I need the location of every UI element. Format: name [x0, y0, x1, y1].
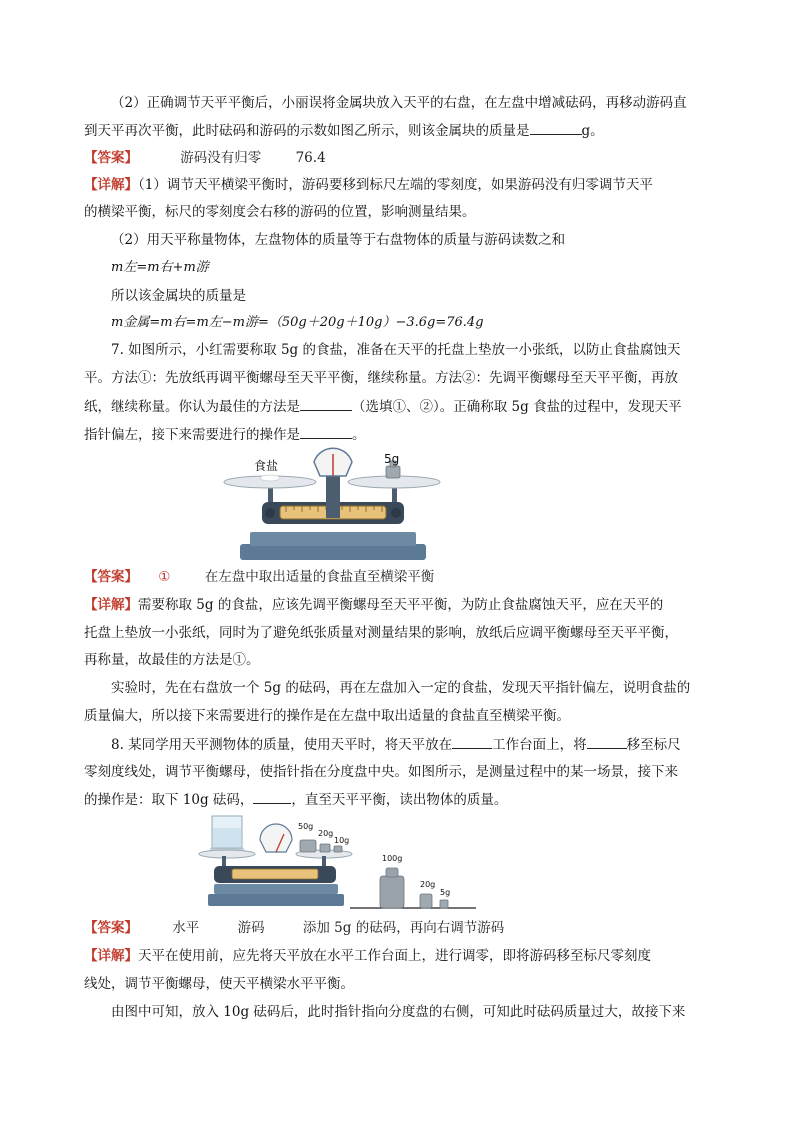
q7-detail-line1 [84, 595, 663, 615]
label-spare-5g: 5g [440, 888, 451, 897]
answer-label: 【答案】 [84, 150, 138, 166]
balance-base-top [250, 532, 416, 546]
q6-detail-line3: （2）用天平称量物体，左盘物体的质量等于右盘物体的质量与游码读数之和 [111, 232, 566, 248]
label-100g: 100g [382, 854, 403, 863]
q7-line4-text: 指针偏左，接下来需要进行的操作是 [84, 427, 300, 443]
q7-line3-text: 纸，继续称量。你认为最佳的方法是 [84, 399, 300, 415]
answer-label: 【答案】 [84, 920, 138, 936]
q7-detail-line5: 质量偏大，所以接下来需要进行的操作是在左盘中取出适量的食盐直至横梁平衡。 [84, 708, 570, 724]
q6-part2-unit: g。 [581, 123, 604, 139]
right-balance-nut [391, 508, 401, 518]
answer-blank [253, 789, 291, 804]
answer-3: 添加 5g 的砝码，再向右调节游码 [302, 920, 505, 936]
q7-line3-post: （选填①、②）。正确称取 5g 食盐的过程中，发现天平 [352, 399, 682, 415]
answer-blank [300, 424, 352, 439]
q8-answer [84, 918, 504, 938]
weight-spare-20g [420, 894, 432, 908]
weight-100g-knob [386, 868, 398, 877]
label-20g: 20g [318, 829, 334, 838]
pointer-dial [260, 824, 292, 852]
answer-label: 【答案】 [84, 569, 138, 585]
weight-100g [380, 876, 404, 908]
q7-detail-line3: 再称量，故最佳的方法是①。 [84, 652, 260, 668]
label-5g: 5g [384, 452, 400, 466]
detail-text: 天平在使用前，应先将天平放在水平工作台面上，进行调零，即将游码移至标尺零刻度 [138, 948, 651, 964]
answer-blank [452, 734, 492, 749]
balance-figure-q8 [200, 814, 480, 912]
answer-1: 水平 [172, 920, 200, 936]
beam-scale [232, 869, 318, 879]
detail-label: 【详解】 [84, 597, 138, 613]
q7-line1: 7. 如图所示，小红需要称取 5g 的食盐，准备在天平的托盘上垫放一小张纸，以防止食盐腐蚀天 [111, 342, 681, 358]
q7-line3 [84, 396, 682, 417]
formula-2: m金属=m右=m左−m游=（50g＋20g＋10g）−3.6g=76.4g [111, 315, 484, 330]
answer-blank [300, 396, 352, 411]
detail-label: 【详解】 [84, 177, 138, 193]
q6-part2-text: 到天平再次平衡，此时砝码和游码的示数如图乙所示，则该金属块的质量是 [84, 123, 530, 139]
formula-1: m左=m右+m游 [111, 260, 209, 275]
q7-line4-post: 。 [352, 427, 366, 443]
answer-2: 76.4 [295, 150, 326, 166]
answer-1: ① [158, 569, 171, 585]
label-10g: 10g [334, 836, 350, 845]
beaker-liquid [213, 828, 241, 847]
q7-answer [84, 567, 434, 587]
left-pan [199, 850, 255, 858]
q8-line3-b: ，直至天平平衡，读出物体的质量。 [291, 792, 508, 808]
q8-detail-line3: 由图中可知，放入 10g 砝码后，此时指针指向分度盘的右侧，可知此时砝码质量过大，故接下来 [111, 1004, 686, 1020]
q8-line1-b: 工作台面上，将 [492, 737, 587, 753]
q8-line3 [84, 789, 507, 810]
answer-blank [587, 734, 627, 749]
detail-text: （1）调节天平横梁平衡时，游码要移到标尺左端的零刻度，如果游码没有归零调节天平 [138, 177, 653, 193]
label-salt: 食盐 [254, 459, 279, 473]
balance-base [240, 544, 426, 560]
weight-20g [320, 844, 330, 852]
detail-text: 需要称取 5g 的食盐，应该先调平衡螺母至天平平衡，为防止食盐腐蚀天平，应在天平的 [138, 597, 664, 613]
answer-2: 在左盘中取出适量的食盐直至横梁平衡 [204, 569, 435, 585]
balance-base [208, 894, 344, 906]
answer-2: 游码 [237, 920, 265, 936]
q6-detail-line4: 所以该金属块的质量是 [111, 288, 246, 304]
answer-1: 游码没有归零 [180, 150, 262, 166]
q8-line1-c: 移至标尺 [626, 737, 681, 753]
q8-line3-a: 的操作是：取下 10g 砝码， [84, 792, 254, 808]
q7-line2: 平。方法①：先放纸再调平衡螺母至天平平衡，继续称量。方法②：先调平衡螺母至天平平衡，再放 [84, 370, 678, 386]
detail-label: 【详解】 [84, 948, 138, 964]
q8-detail-line1 [84, 946, 651, 966]
q8-line1-a: 8. 某同学用天平测物体的质量，使用天平时，将天平放在 [111, 737, 453, 753]
q8-detail-line2: 线处，调节平衡螺母，使天平横梁水平平衡。 [84, 976, 354, 992]
q8-line2: 零刻度线处，调节平衡螺母，使指针指在分度盘中央。如图所示，是测量过程中的某一场景，接下来 [84, 764, 678, 780]
q6-answer [84, 148, 326, 168]
q7-detail-line4: 实验时，先在右盘放一个 5g 的砝码，再在左盘加入一定的食盐，发现天平指针偏左，说明食盐的 [111, 680, 691, 696]
q7-detail-line2: 托盘上垫放一小张纸，同时为了避免纸张质量对测量结果的影响，放纸后应调平衡螺母至天平平衡， [84, 625, 678, 641]
weight-10g [334, 846, 342, 852]
answer-blank [530, 120, 582, 135]
q7-line4 [84, 424, 366, 445]
label-50g: 50g [298, 822, 314, 831]
left-balance-nut [265, 508, 275, 518]
q6-detail-line1 [84, 175, 653, 195]
q6-part2-line1: （2）正确调节天平平衡后，小丽误将金属块放入天平的右盘，在左盘中增减砝码，再移动游码直 [111, 95, 687, 111]
balance-base-top [214, 884, 338, 894]
q6-detail-line2: 的横梁平衡，标尺的零刻度会右移的游码的位置，影响测量结果。 [84, 204, 476, 220]
weight-50g [300, 840, 316, 852]
q6-part2-line2 [84, 120, 604, 141]
label-spare-20g: 20g [420, 880, 436, 889]
weight-spare-5g [440, 900, 448, 908]
q8-line1 [111, 734, 681, 755]
